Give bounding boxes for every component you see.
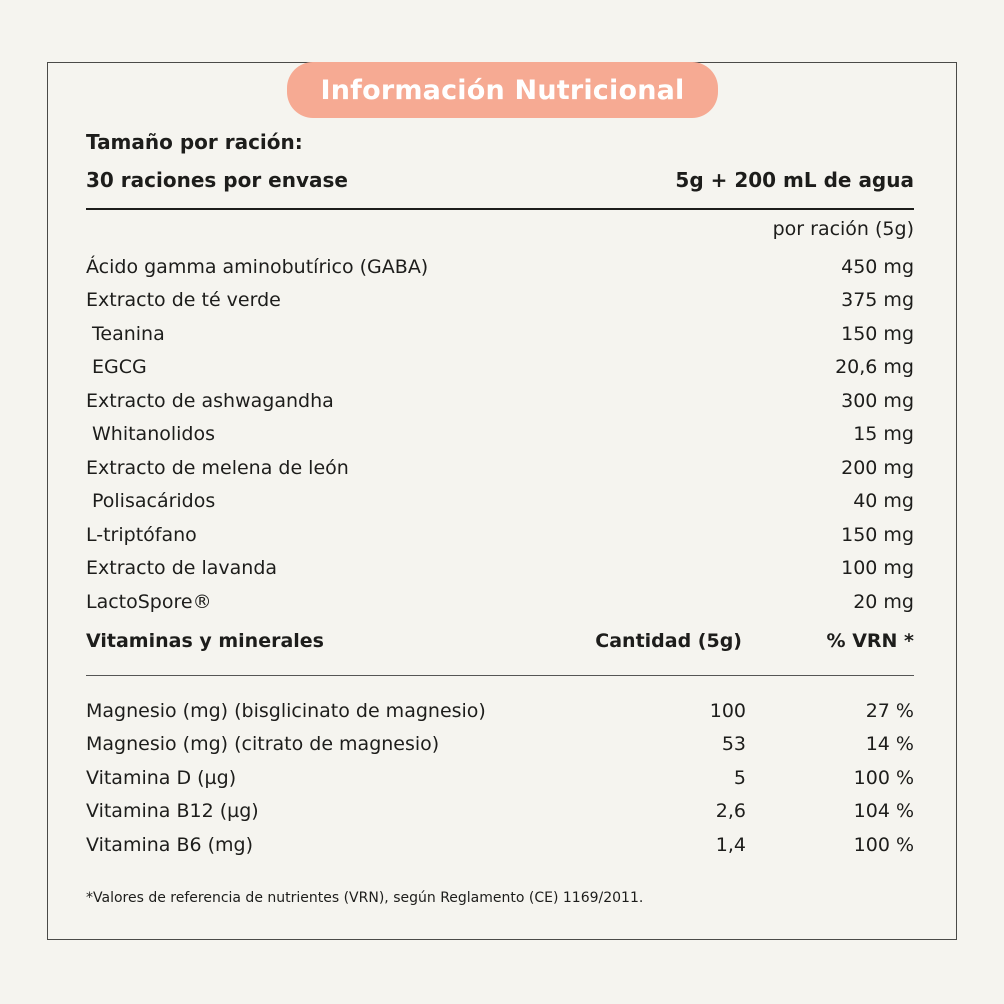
vitamin-nrv: 14 % bbox=[865, 733, 914, 756]
vitamin-name: Vitamina B6 (mg) bbox=[86, 833, 254, 856]
ingredient-name: Extracto de lavanda bbox=[86, 557, 278, 580]
vitamin-amount: 2,6 bbox=[715, 800, 746, 823]
ingredient-name: LactoSpore® bbox=[86, 590, 212, 613]
ingredient-name: Extracto de melena de león bbox=[86, 456, 349, 479]
ingredient-amount: 450 mg bbox=[841, 255, 914, 278]
ingredient-name: Polisacáridos bbox=[92, 490, 216, 513]
ingredient-name: Whitanolidos bbox=[92, 423, 216, 446]
ingredient-name: Ácido gamma aminobutírico (GABA) bbox=[86, 255, 429, 278]
ingredient-amount: 15 mg bbox=[853, 423, 914, 446]
vitamins-header-nrv: % VRN * bbox=[826, 630, 914, 652]
divider bbox=[86, 675, 914, 676]
divider bbox=[86, 208, 914, 210]
ingredient-name: Teanina bbox=[92, 322, 165, 345]
ingredient-row bbox=[86, 317, 914, 351]
ingredient-name: L-triptófano bbox=[86, 523, 197, 546]
ingredients-list bbox=[86, 250, 914, 619]
serving-size-label: Tamaño por ración: bbox=[86, 130, 303, 154]
vitamin-nrv: 100 % bbox=[853, 833, 914, 856]
servings-per-container: 30 raciones por envase bbox=[86, 168, 348, 192]
vitamin-row bbox=[86, 728, 914, 762]
ingredient-amount: 375 mg bbox=[841, 289, 914, 312]
vitamins-header-name: Vitaminas y minerales bbox=[86, 630, 324, 652]
ingredient-name: EGCG bbox=[92, 356, 147, 379]
vitamin-name: Magnesio (mg) (citrato de magnesio) bbox=[86, 733, 440, 756]
ingredient-row bbox=[86, 250, 914, 284]
page-title: Información Nutricional bbox=[287, 62, 718, 118]
vitamin-nrv: 27 % bbox=[865, 699, 914, 722]
ingredient-row bbox=[86, 284, 914, 318]
servings-row bbox=[86, 168, 914, 192]
ingredient-row bbox=[86, 518, 914, 552]
vitamin-row bbox=[86, 694, 914, 728]
serving-amount: 5g + 200 mL de agua bbox=[675, 168, 914, 192]
vitamin-amount: 100 bbox=[709, 699, 746, 722]
per-serving-header: por ración (5g) bbox=[772, 218, 914, 240]
vitamin-amount: 1,4 bbox=[715, 833, 746, 856]
ingredient-amount: 20 mg bbox=[853, 590, 914, 613]
vitamin-row bbox=[86, 795, 914, 829]
vitamin-name: Magnesio (mg) (bisglicinato de magnesio) bbox=[86, 699, 486, 722]
ingredient-row bbox=[86, 552, 914, 586]
ingredient-amount: 40 mg bbox=[853, 490, 914, 513]
ingredient-row bbox=[86, 351, 914, 385]
vitamin-nrv: 100 % bbox=[853, 766, 914, 789]
vitamins-list bbox=[86, 694, 914, 862]
ingredient-row bbox=[86, 485, 914, 519]
ingredient-name: Extracto de ashwagandha bbox=[86, 389, 334, 412]
vitamin-amount: 53 bbox=[721, 733, 746, 756]
vitamins-header-amount: Cantidad (5g) bbox=[595, 630, 742, 652]
ingredient-row bbox=[86, 418, 914, 452]
ingredient-amount: 200 mg bbox=[841, 456, 914, 479]
footnote: *Valores de referencia de nutrientes (VRN), según Reglamento (CE) 1169/2011. bbox=[86, 890, 644, 906]
vitamin-row bbox=[86, 761, 914, 795]
ingredient-row bbox=[86, 451, 914, 485]
ingredient-name: Extracto de té verde bbox=[86, 289, 281, 312]
ingredient-amount: 100 mg bbox=[841, 557, 914, 580]
ingredient-amount: 300 mg bbox=[841, 389, 914, 412]
ingredient-row bbox=[86, 384, 914, 418]
vitamin-name: Vitamina B12 (µg) bbox=[86, 800, 259, 823]
vitamin-amount: 5 bbox=[733, 766, 746, 789]
ingredient-amount: 150 mg bbox=[841, 322, 914, 345]
vitamin-row bbox=[86, 828, 914, 862]
vitamin-name: Vitamina D (µg) bbox=[86, 766, 237, 789]
ingredient-row bbox=[86, 585, 914, 619]
ingredient-amount: 150 mg bbox=[841, 523, 914, 546]
ingredient-amount: 20,6 mg bbox=[835, 356, 914, 379]
vitamin-nrv: 104 % bbox=[853, 800, 914, 823]
vitamins-header bbox=[86, 630, 914, 652]
